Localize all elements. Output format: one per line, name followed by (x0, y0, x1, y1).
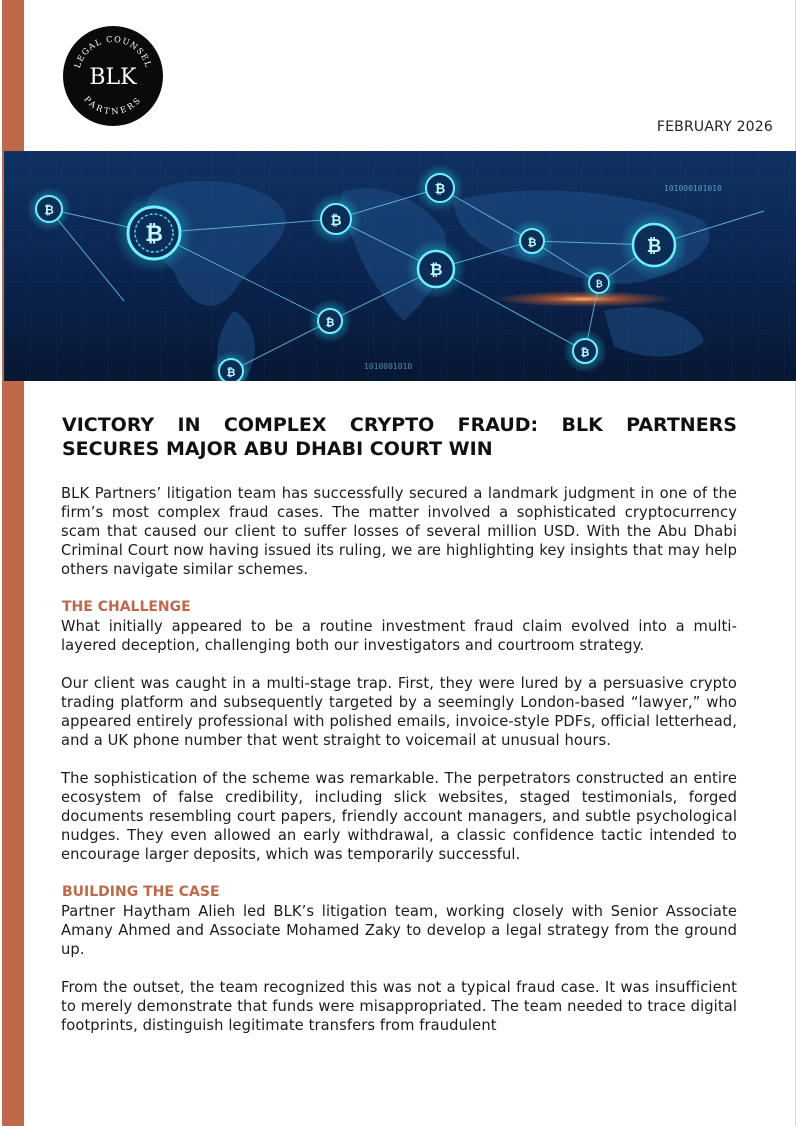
bitcoin-icon (310, 193, 362, 245)
bitcoin-icon (308, 299, 352, 343)
paragraph: Partner Haytham Alieh led BLK’s litigation team, working closely with Senior Associate Amany Ahmed and Associate Mohamed Zaky to develop a legal strategy from the ground up. (61, 903, 737, 958)
article-body (61, 484, 737, 1054)
logo-center-text: BLK (89, 65, 137, 90)
article-title: VICTORY IN COMPLEX CRYPTO FRAUD: BLK PARTNERS SECURES MAJOR ABU DHABI COURT WIN (62, 414, 737, 460)
bitcoin-icon (510, 219, 554, 263)
svg-text:₿: ₿ (527, 236, 537, 249)
blk-partners-logo (63, 26, 163, 126)
svg-text:₿: ₿ (44, 203, 54, 217)
bitcoin-icon (27, 187, 71, 231)
paragraph: From the outset, the team recognized this was not a typical fraud case. It was insufficient to merely demonstrate that funds were misappropriated. The team needed to trace digital footprints, distinguish legitimate transfers from fraudulent (61, 979, 737, 1034)
binary-text-1: 101000101010 (664, 184, 722, 193)
logo-bottom-text: PARTNERS (82, 93, 144, 117)
svg-text:₿: ₿ (434, 182, 446, 197)
svg-text:₿: ₿ (330, 213, 342, 229)
bitcoin-icon (581, 265, 617, 301)
bitcoin-icon (114, 193, 194, 273)
bitcoin-icon (416, 164, 464, 212)
bitcoin-icon (620, 211, 688, 279)
light-flare (494, 291, 674, 307)
svg-text:₿: ₿ (145, 222, 163, 247)
paragraph: Our client was caught in a multi-stage trap. First, they were lured by a persuasive crypto trading platform and subsequently targeted by a seemingly London-based “lawyer,” who appeared entirely professional with polished emails, invoice-style PDFs, official letterhead, and a UK phone number that went straight to voicemail at unusual hours. (61, 675, 737, 749)
bitcoin-icon (563, 329, 607, 373)
svg-text:₿: ₿ (595, 280, 603, 290)
svg-text:₿: ₿ (429, 260, 443, 279)
paragraph: What initially appeared to be a routine investment fraud claim evolved into a multi-layered deception, challenging both our investigators and courtroom strategy. (61, 618, 737, 654)
bitcoin-icon (406, 239, 466, 299)
section-heading-challenge: THE CHALLENGE (62, 599, 191, 615)
issue-date: FEBRUARY 2026 (656, 119, 773, 135)
svg-text:₿: ₿ (580, 346, 590, 359)
svg-text:₿: ₿ (226, 366, 236, 379)
svg-text:₿: ₿ (646, 236, 662, 257)
crypto-network-banner (4, 151, 796, 381)
intro-paragraph: BLK Partners’ litigation team has successfully secured a landmark judgment in one of the firm’s most complex fraud cases. The matter involved a sophisticated cryptocurrency scam that caused our client to suffer losses of several million USD. With the Abu Dhabi Criminal Court now having issued its ruling, we are highlighting key insights that may help others navigate similar schemes. (61, 485, 737, 578)
svg-text:₿: ₿ (325, 316, 335, 329)
section-heading-building-the-case: BUILDING THE CASE (62, 884, 220, 900)
binary-text-2: 1010001010 (364, 362, 413, 371)
paragraph: The sophistication of the scheme was remarkable. The perpetrators constructed an entire ecosystem of false credibility, including slick websites, staged testimonials, forged documents resembling court papers, friendly account managers, and subtle psychological nudges. They even allowed an early withdrawal, a classic confidence tactic intended to encourage larger deposits, which was temporarily successful. (61, 770, 737, 863)
logo-top-text: LEGAL COUNSEL (72, 33, 154, 70)
